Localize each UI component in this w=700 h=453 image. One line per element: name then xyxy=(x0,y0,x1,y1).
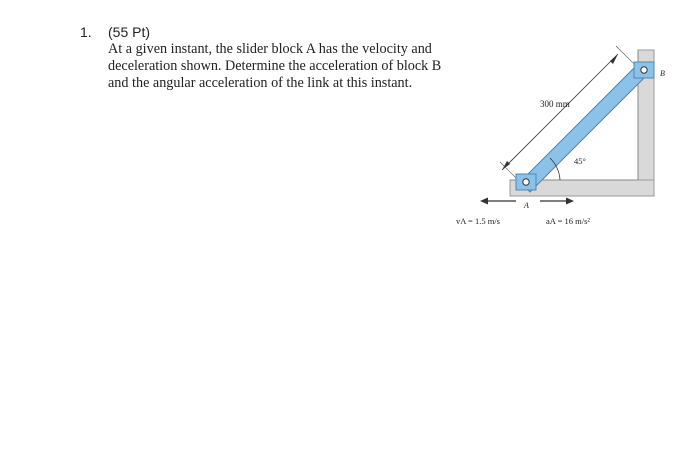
angle-label: 45° xyxy=(574,156,586,166)
pin-b xyxy=(641,67,647,73)
mechanism-diagram xyxy=(440,40,700,240)
point-b-label: B xyxy=(660,69,665,78)
mechanism-figure xyxy=(440,40,700,240)
acceleration-arrowhead xyxy=(566,198,574,205)
statement-line-1: At a given instant, the slider block A has the velocity and xyxy=(108,41,432,57)
dimension-arrow-end xyxy=(610,54,618,64)
statement-line-3: and the angular acceleration of the link at this instant. xyxy=(108,74,413,91)
acceleration-label: aA = 16 m/s² xyxy=(546,216,590,226)
velocity-label: vA = 1.5 m/s xyxy=(456,216,500,226)
link-ab xyxy=(520,66,646,192)
question-number: 1. xyxy=(80,24,92,40)
statement-line-2: deceleration shown. Determine the acceleration of block B xyxy=(108,57,442,74)
point-a-label: A xyxy=(524,201,529,210)
question-points: (55 Pt) xyxy=(108,24,151,40)
length-label: 300 mm xyxy=(540,99,570,109)
velocity-arrowhead xyxy=(480,198,488,205)
pin-a xyxy=(523,179,529,185)
